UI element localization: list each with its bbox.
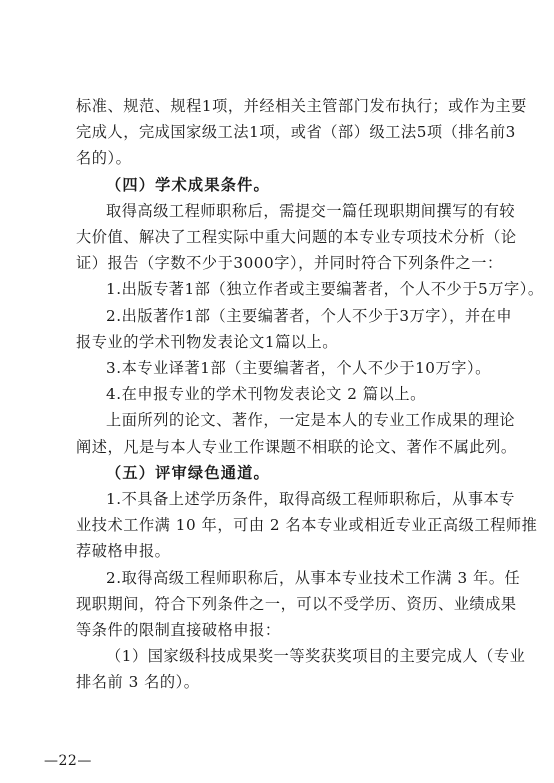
page-number: —22— <box>44 753 92 769</box>
body-text-line: 取得高级工程师职称后，需提交一篇任现职期间撰写的有较 <box>106 201 516 220</box>
body-text-line: 等条件的限制直接破格申报： <box>76 621 281 639</box>
list-item: 4.在申报专业的学术刊物发表论文 2 篇以上。 <box>106 385 426 404</box>
list-item: 2.出版著作1部（主要编著者，个人不少于3万字），并在申 <box>106 306 513 325</box>
body-text-line: 大价值、解决了工程实际中重大问题的本专业专项技术分析（论 <box>76 228 517 246</box>
list-item: 2.取得高级工程师职称后，从事本专业技术工作满 3 年。任 <box>106 568 521 587</box>
section-heading: （五）评审绿色通道。 <box>106 463 270 482</box>
body-text-line: 证）报告（字数不少于3000字），并同时符合下列条件之一： <box>76 254 503 273</box>
body-text-line: 荐破格申报。 <box>76 542 171 561</box>
list-item: 3.本专业译著1部（主要编著者，个人不少于10万字）。 <box>106 359 491 377</box>
body-text-line: 上面所列的论文、著作，一定是本人的专业工作成果的理论 <box>106 411 516 430</box>
body-text-line: 业技术工作满 10 年，可由 2 名本专业或相近专业正高级工程师推 <box>76 516 538 535</box>
body-text-line: 报专业的学术刊物发表论文1篇以上。 <box>76 332 339 351</box>
sub-list-item: （1）国家级科技成果奖一等奖获奖项目的主要完成人（专业 <box>106 647 526 666</box>
body-text-line: 完成人，完成国家级工法1项，或省（部）级工法5项（排名前3 <box>76 123 516 142</box>
list-item: 1.不具备上述学历条件，取得高级工程师职称后，从事本专 <box>106 490 516 508</box>
section-heading: （四）学术成果条件。 <box>106 175 270 194</box>
list-item: 1.出版专著1部（独立作者或主要编著者，个人不少于5万字）。 <box>106 280 544 299</box>
body-text-line: 标准、规范、规程1项，并经相关主管部门发布执行；或作为主要 <box>76 97 527 115</box>
body-text-line: 排名前 3 名的）。 <box>76 673 200 692</box>
body-text-line: 阐述，凡是与本人专业工作课题不相联的论文、著作不属此列。 <box>76 437 517 456</box>
body-text-line: 名的）。 <box>76 149 132 168</box>
body-text-line: 现职期间，符合下列条件之一，可以不受学历、资历、业绩成果 <box>76 594 517 613</box>
